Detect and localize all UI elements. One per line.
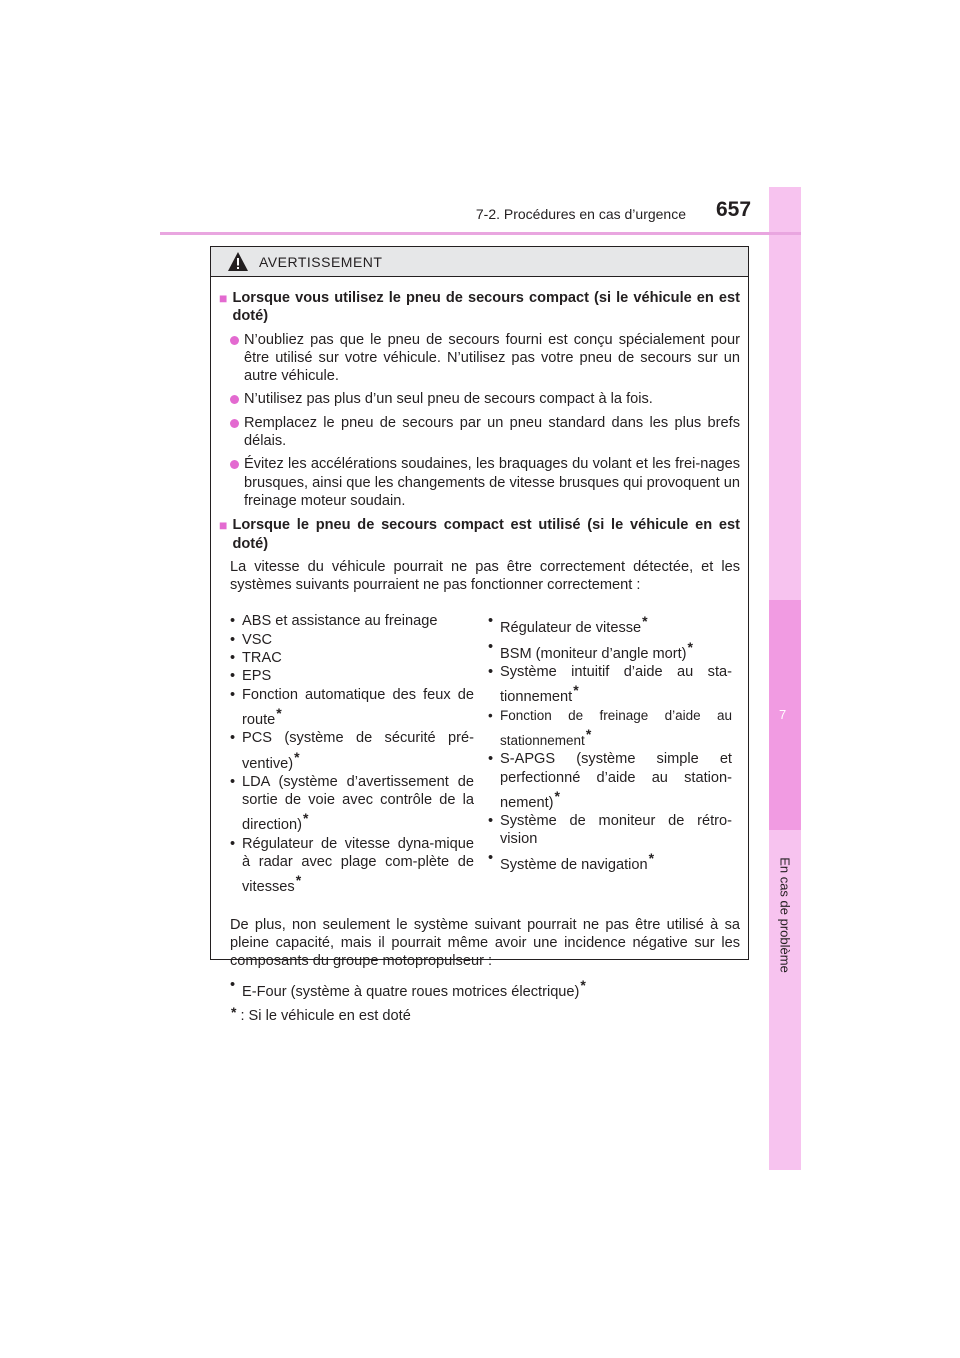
affected-systems-columns — [230, 612, 740, 896]
warning-box — [210, 246, 749, 1024]
list-item: • E-Four (système à quatre roues motrices électrique)* — [230, 976, 586, 1000]
warning-bullet: Remplacez le pneu de secours par un pneu standard dans les plus brefs délais. — [230, 414, 740, 451]
list-item: • VSC — [230, 631, 273, 648]
outro-paragraph: De plus, non seulement le système suivant pourrait ne pas être utilisé à sa pleine capacité, mais il pourrait même avoir une incidence négative sur les composants du groupe motopropulseur : — [230, 916, 740, 970]
dot-bullet-icon — [230, 460, 239, 469]
square-bullet-icon: ■ — [219, 517, 228, 534]
section-heading: ■ Lorsque vous utilisez le pneu de secours compact (si le véhicule en est doté) — [219, 290, 740, 325]
spacer — [219, 897, 740, 911]
list-item: • TRAC — [230, 650, 282, 667]
list-item: • S-APGS (système simple et perfectionné d’aide au station-nement)* — [488, 751, 732, 811]
warning-bullet: N’oubliez pas que le pneu de secours fourni est conçu spécialement pour être utilisé sur votre véhicule. N’utilisez pas votre pneu de secours sur un autre véhicule. — [230, 331, 740, 386]
section-title: 7-2. Procédures en cas d’urgence — [475, 206, 686, 222]
warning-title: AVERTISSEMENT — [259, 253, 383, 270]
list-item: • Fonction de freinage d’aide au stationnement* — [488, 707, 732, 748]
warning-bullet: Évitez les accélérations soudaines, les braquages du volant et les frei-nages brusques, ainsi que les changements de vitesse brusques qui provoquent un freinage moteur soudain. — [230, 455, 740, 510]
list-item: • EPS — [230, 668, 272, 685]
list-item: • Système de navigation* — [488, 849, 655, 873]
footnote-star: * — [276, 704, 282, 721]
header-rule — [160, 232, 801, 235]
footnote-star: * — [295, 872, 302, 889]
warning-bullet: N’utilisez pas plus d’un seul pneu de secours compact à la fois. — [230, 390, 740, 408]
list-item: • BSM (moniteur d’angle mort)* — [488, 638, 693, 662]
right-column — [488, 612, 732, 896]
footnote: * : Si le véhicule en est doté — [231, 1003, 411, 1024]
page-number: 657 — [716, 198, 752, 221]
footnote-star: * — [642, 613, 648, 630]
footnote-star: * — [648, 849, 655, 866]
list-item: • Fonction automatique des feux de route* — [230, 686, 474, 728]
dot-bullet-icon — [230, 395, 239, 404]
chapter-label: En cas de problème — [777, 857, 793, 973]
list-item: • PCS (système de sécurité pré-ventive)* — [230, 730, 474, 772]
footnote-star: * — [554, 787, 560, 804]
list-item: • LDA (système d’avertissement de sortie de voie avec contrôle de la direction)* — [230, 773, 474, 834]
footnote-star: * — [573, 682, 579, 699]
chapter-number: 7 — [779, 707, 787, 722]
footnote-star: * — [687, 638, 693, 655]
footnote-star: * — [303, 810, 309, 827]
section-heading: ■ Lorsque le pneu de secours compact est utilisé (si le véhicule en est doté) — [219, 517, 740, 552]
dot-bullet-icon — [230, 419, 239, 428]
list-item: • Régulateur de vitesse dyna-mique à radar avec plage com-plète de vitesses* — [230, 835, 474, 896]
list-item: • Régulateur de vitesse* — [488, 613, 648, 637]
list-item: • Système intuitif d’aide au sta-tionnement* — [488, 664, 732, 706]
dot-bullet-icon — [230, 336, 239, 345]
footnote-star: * — [231, 1003, 237, 1020]
list-item: • Système de moniteur de rétro-vision — [488, 813, 732, 848]
square-bullet-icon: ■ — [219, 290, 228, 306]
warning-header — [211, 247, 748, 277]
warning-triangle-icon — [227, 251, 249, 273]
footnote-star: * — [294, 748, 300, 765]
left-column — [230, 612, 474, 896]
warning-content — [211, 277, 748, 1025]
list-item: • ABS et assistance au freinage — [230, 613, 438, 630]
footnote-star: * — [580, 976, 586, 993]
footnote-star: * — [585, 725, 592, 742]
intro-paragraph: La vitesse du véhicule pourrait ne pas être correctement détectée, et les systèmes suivants pourraient ne pas fonctionner correctement : — [230, 558, 740, 594]
